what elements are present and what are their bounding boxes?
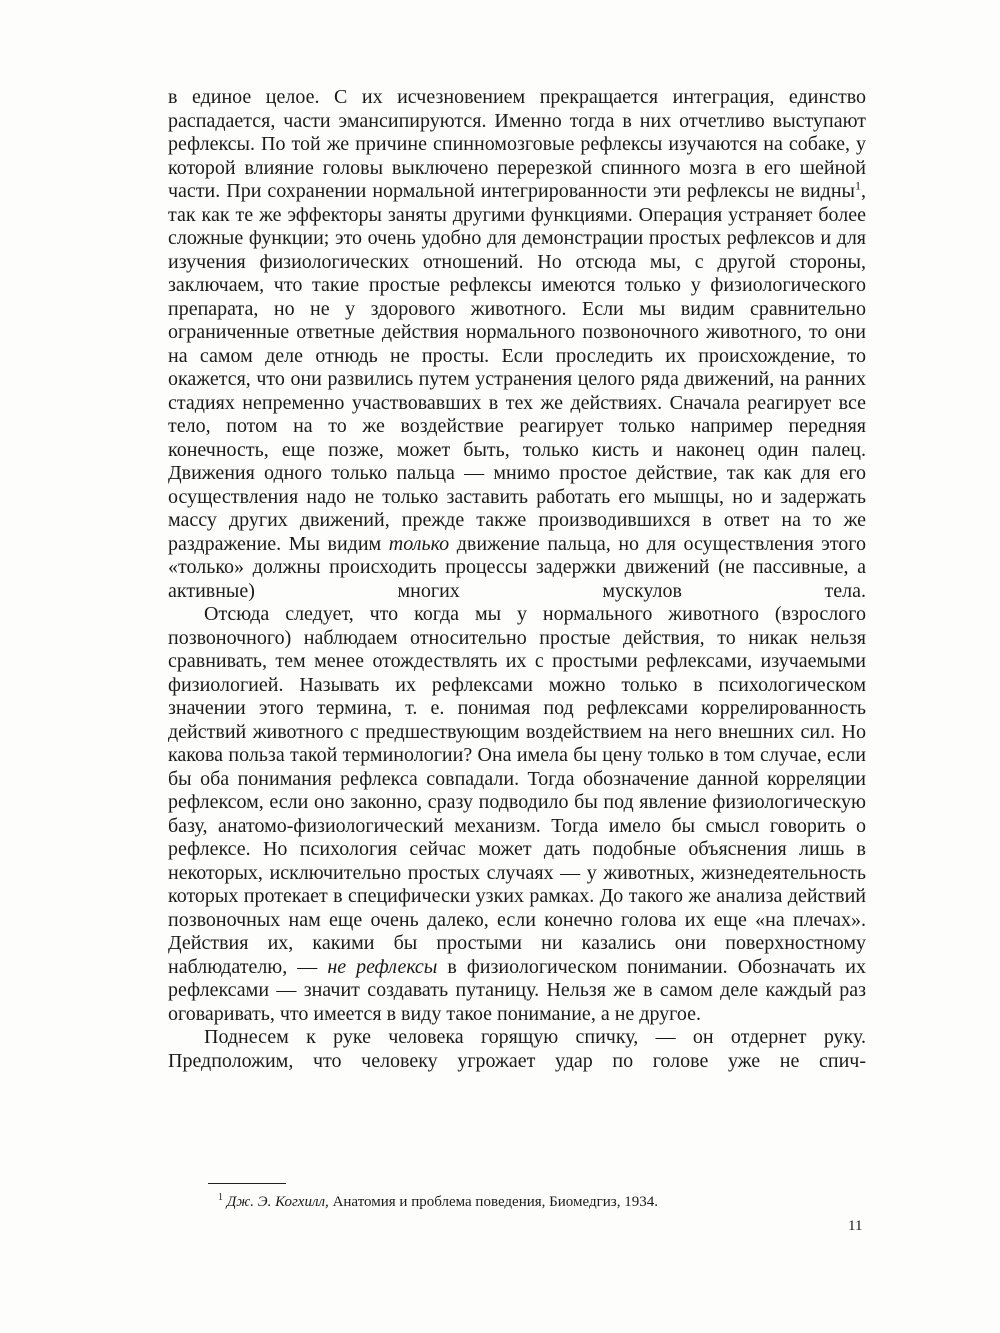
footnote-divider	[208, 1183, 286, 1184]
footnote-text: Анатомия и проблема поведения, Биомедгиз, 1934.	[332, 1194, 658, 1210]
footnote-marker: 1	[218, 1192, 223, 1203]
paragraph-1-text-b: , так как те же эффекторы заняты другими функциями. Операция устраняет более сложные функции; это очень удобно для демонстрации простых рефлексов и для изучения физиологических отношений. Но отсюда мы, с другой стороны, заключаем, что такие простые рефлексы имеются только у физиологического препарата, но не у здорового животного. Если мы видим сравнительно ограниченные ответные действия нормального позвоночного животного, то они на самом деле отнюдь не просты. Если проследить их происхождение, то окажется, что они развились путем устранения целого ряда движений, на ранних стадиях непременно участвовавших в тех же действиях. Сначала реагирует все тело, потом на то же воздействие реагирует только например передняя конечность, еще позже, может быть, только кисть и наконец один палец. Движения одного только пальца — мнимо простое действие, так как для его осуществления надо не только заставить работать его мышцы, но и задержать массу других движений, прежде также производившихся в ответ на то же раздражение. Мы видим	[168, 180, 866, 555]
footnote	[218, 1192, 838, 1212]
paragraph-1-italic: только	[388, 532, 450, 555]
page-body	[168, 86, 866, 1073]
paragraph-1	[168, 86, 866, 603]
paragraph-1-text-c: движение пальца, но для осуществления этого «только» должны происходить процессы задержки движений (не пассивные, а активные) многих мускулов тела.	[168, 532, 867, 602]
page-number: 11	[848, 1218, 863, 1234]
paragraph-3: Поднесем к руке человека горящую спичку, — он отдернет руку. Предположим, что человеку угрожает удар по голове уже не спич-	[168, 1026, 866, 1072]
paragraph-1-text-a: в единое целое. С их исчезновением прекращается интеграция, единство распадается, части эмансипируются. Именно тогда в них отчетливо выступают рефлексы. По той же причине спинномозговые рефлексы изучаются на собаке, у которой влияние головы выключено перерезкой спинного мозга в его шейной части. При сохранении нормальной интегрированности эти рефлексы не видны	[168, 86, 866, 202]
paragraph-2-text-a: Отсюда следует, что когда мы у нормального животного (взрослого позвоночного) наблюдаем относительно простые действия, то никак нельзя сравнивать, тем менее отождествлять их с простыми рефлексами, изучаемыми физиологией. Называть их рефлексами можно только в психологическом значении этого термина, т. е. понимая под рефлексами коррелированность действий животного с предшествующим воздействием на него внешних сил. Но какова польза такой терминологии? Она имела бы цену только в том случае, если бы оба понимания рефлекса совпадали. Тогда обозначение данной корреляции рефлексом, если оно законно, сразу подводило бы под явление физиологическую базу, анатомо-физиологический механизм. Тогда имело бы смысл говорить о рефлексе. Но психология сейчас может дать подобные объяснения лишь в некоторых, исключительно простых случаях — у животных, жизнедеятельность которых протекает в специфически узких рамках. До такого же анализа действий позвоночных нам еще очень далеко, если конечно голова их еще «на плечах». Действия их, какими бы простыми ни казались они поверхностному наблюдателю, —	[168, 603, 866, 978]
paragraph-2-italic: не рефлексы	[327, 955, 438, 978]
footnote-author: Дж. Э. Когхилл,	[226, 1194, 329, 1210]
paragraph-2	[168, 603, 866, 1026]
paragraph-2-text-b: в физиологическом понимании. Обозначать их рефлексами — значит создавать путаницу. Нельзя же в самом деле каждый раз оговаривать, что имеется в виду такое понимание, а не другое.	[168, 955, 867, 1025]
footnote-ref: 1	[855, 178, 861, 193]
